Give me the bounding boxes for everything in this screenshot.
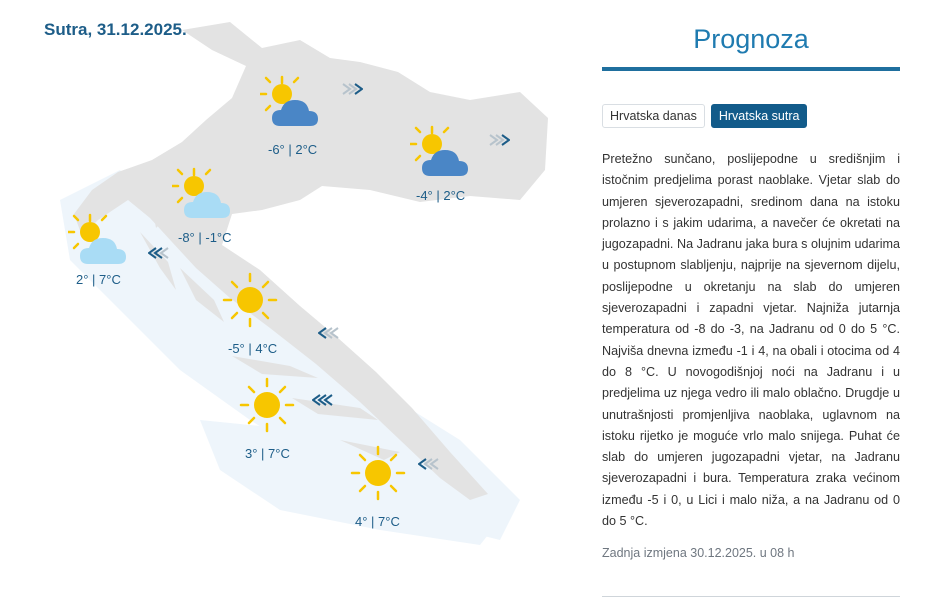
- last-updated-text: Zadnja izmjena 30.12.2025. u 08 h: [602, 546, 795, 561]
- heading-divider: [602, 67, 900, 71]
- sun-icon: [350, 445, 406, 501]
- wind-arrow-icon: [488, 133, 510, 147]
- temperature-label: 3° | 7°C: [245, 446, 290, 461]
- temperature-label: -4° | 2°C: [416, 188, 466, 203]
- sun-cloud-dark-icon: [260, 74, 330, 134]
- wind-arrow-icon: [148, 246, 170, 260]
- wind-arrow-icon: [341, 82, 363, 96]
- forecast-tabs: [602, 104, 900, 128]
- wind-arrow-icon: [318, 326, 340, 340]
- sun-cloud-light-icon: [172, 166, 242, 226]
- forecast-date-title: Sutra, 31.12.2025.: [44, 20, 187, 39]
- temperature-label: -8° | -1°C: [178, 230, 232, 245]
- wind-arrow-icon: [418, 457, 440, 471]
- forecast-description: Pretežno sunčano, poslijepodne u središnjim i istočnim predjelima porast naoblake. Vjetar slab do umjeren sjeverozapadni, sredinom dana na istoku prolazno i s jakim udarima, a navečer će okretati na jugozapadni. Na Jadranu jaka bura s olujnim udarima u postupnom slabljenju, najprije na sjevernom dijelu, poslijepodne u okretanju na slab do umjeren sjeverozapadni i zapadni vjetar. Najniža jutarnja temperatura od -8 do -3, na Jadranu od 0 do 5 °C. Najviša dnevna između -1 i 4, na obali i otocima od 4 do 8 °C. U novogodišnjoj noći na Jadranu i u predjelima uz njega vedro ili malo oblačno. Drugdje u unutrašnjosti promjenljiva naoblaka, uglavnom na istoku rijetko je moguće vrlo malo snijega. Puhat će slab do umjeren jugozapadni vjetar, na Jadranu sjeverozapadni i bura. Temperatura zraka većinom između -5 i 0, u Lici i malo niža, a na Jadranu od 0 do 5 °C.: [602, 152, 900, 529]
- temperature-label: -6° | 2°C: [268, 142, 318, 157]
- sun-cloud-dark-icon: [410, 124, 480, 184]
- temperature-label: 2° | 7°C: [76, 272, 121, 287]
- temperature-label: 4° | 7°C: [355, 514, 400, 529]
- sun-cloud-light-icon: [68, 212, 138, 272]
- bottom-divider: [602, 596, 900, 597]
- page-title: Prognoza: [693, 24, 809, 54]
- sun-icon: [239, 377, 295, 433]
- tab-hrvatska-danas[interactable]: Hrvatska danas: [602, 104, 705, 128]
- tab-hrvatska-sutra[interactable]: Hrvatska sutra: [711, 104, 808, 128]
- temperature-label: -5° | 4°C: [228, 341, 278, 356]
- sun-icon: [222, 272, 278, 328]
- forecast-sidebar: [602, 0, 900, 602]
- wind-arrow-icon: [312, 393, 334, 407]
